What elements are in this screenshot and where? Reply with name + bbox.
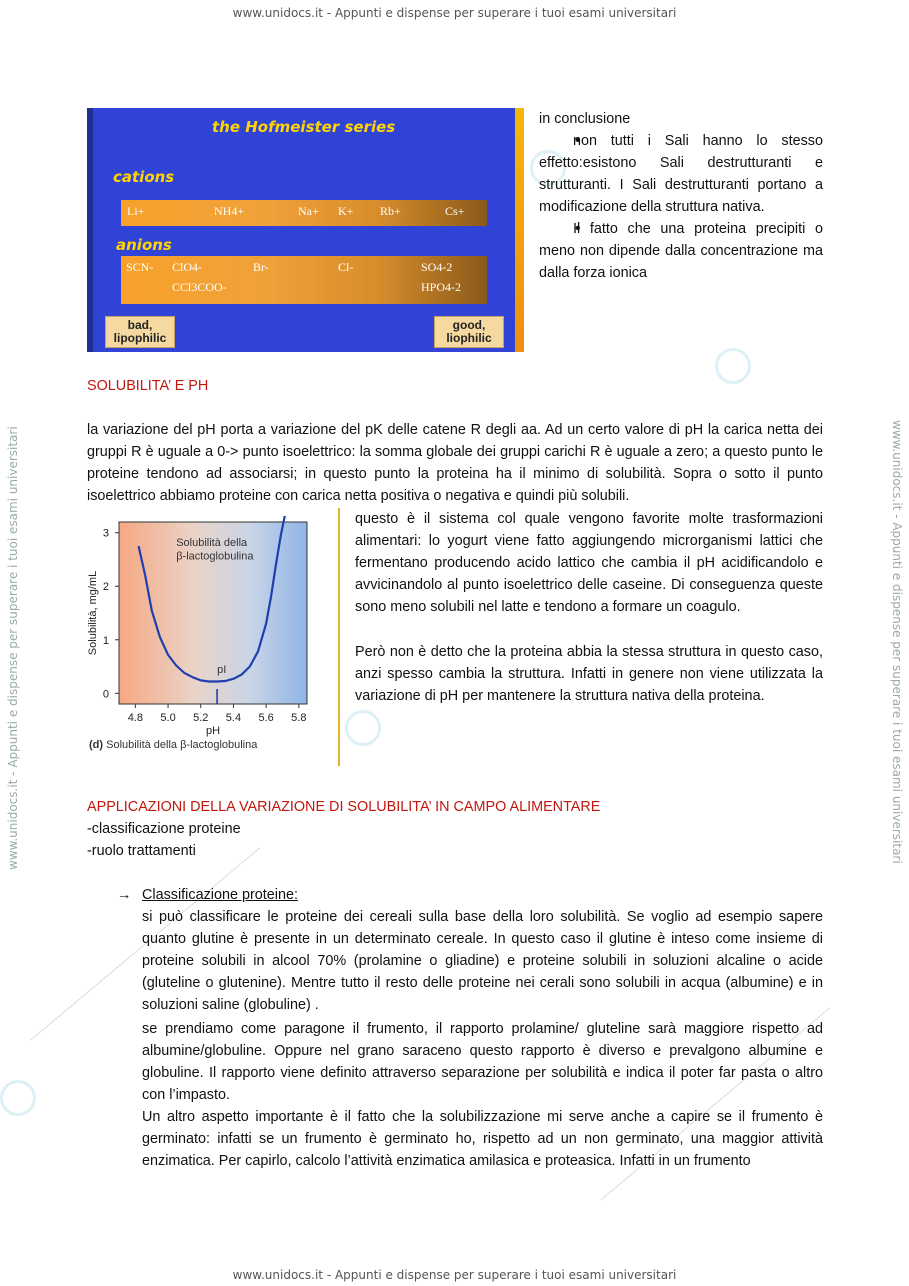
ion-anion: Cl- bbox=[338, 260, 354, 274]
watermark-header: www.unidocs.it - Appunti e dispense per superare i tuoi esami universitari bbox=[232, 6, 677, 20]
y-axis-label: Solubilità, mg/mL bbox=[87, 570, 99, 656]
y-tick-label: 1 bbox=[102, 634, 109, 647]
x-tick-label: 5.2 bbox=[193, 712, 209, 724]
x-tick-label: 5.8 bbox=[291, 712, 307, 724]
classification-paragraph-2: se prendiamo come paragone il frumento, il rapporto prolamine/ gluteline sarà maggiore rispetto ad albumine/globuline. Oppure nel grano saraceno questo rapporto è diverso e prevalgono albumine e globuline. Il rapporto viene definito attraverso separazione per solubilità e indica il poter far pasta o altro con l’impasto. bbox=[142, 1021, 823, 1103]
conclusion-list bbox=[539, 130, 823, 284]
x-axis-label: pH bbox=[205, 725, 221, 737]
chart-annotation: β-lactoglobulina bbox=[176, 550, 254, 563]
conclusion-intro: in conclusione bbox=[539, 111, 631, 127]
section-heading-solubility-ph: SOLUBILITA’ E PH bbox=[87, 378, 209, 394]
x-tick-label: 4.8 bbox=[127, 712, 143, 724]
y-tick-label: 2 bbox=[102, 581, 109, 594]
chart-caption-text: Solubilità della β-lactoglobulina bbox=[106, 739, 258, 751]
classification-paragraph-1: si può classificare le proteine dei cereali sulla base della loro solubilità. Se voglio ad esempio sapere quanto glutine è presente in un determinato cereale. In questo caso il glutine è inteso come insieme di proteine solubili in alcool 70% (prolamine o gliadine) e proteine solubili in soluzioni alcaline o acide (gluteline o glutenine). Mentre tutto il resto delle proteine nei cerali sono solubili in acqua (albumine) e in soluzioni saline (globuline) . bbox=[142, 909, 823, 1013]
classification-paragraph-3: Un altro aspetto importante è il fatto che la solubilizzazione mi serve anche a capire se il frumento è germinato: infatti se un frumento è germinato ho, rispetto ad un non germinato, una maggior attività enzimatica. Per capirlo, calcolo l’attività enzimatica amilasica e proteasica. Infatti in un frumento bbox=[142, 1109, 823, 1169]
chart-caption-prefix: (d) bbox=[89, 739, 107, 751]
sub-heading-classification: Classificazione proteine: bbox=[142, 887, 298, 903]
arrow-icon: → bbox=[117, 887, 132, 903]
bad-lipophilic-label: bad, lipophilic bbox=[105, 316, 175, 348]
figure-left-strip bbox=[87, 108, 93, 352]
watermark-footer: www.unidocs.it - Appunti e dispense per superare i tuoi esami universitari bbox=[232, 1268, 677, 1282]
x-tick-label: 5.4 bbox=[225, 712, 242, 724]
y-tick-label: 3 bbox=[102, 527, 109, 540]
ion-cation: Cs+ bbox=[445, 204, 465, 218]
cations-heading: cations bbox=[113, 168, 175, 186]
list-item: • Il fatto che una proteina precipiti o meno non dipende dalla concentrazione ma dalla forza ionica bbox=[539, 218, 823, 284]
ion-cation: Na+ bbox=[298, 204, 319, 218]
application-item: -ruolo trattamenti bbox=[87, 843, 196, 859]
ion-cation: Rb+ bbox=[380, 204, 401, 218]
section-paragraph: la variazione del pH porta a variazione del pK delle catene R degli aa. Ad un certo valore di pH la carica netta dei gruppi R è uguale a 0-> punto isoelettrico: la somma globale dei gruppi carichi R è uguale a zero; a questo punto le proteine tendono ad associarsi; in questo punto la proteina ha il minimo di solubilità. Sopra o sotto il punto isoelettrico abbiamo proteine con carica netta positiva o negativa e quindi più solubili. bbox=[87, 422, 823, 504]
chart-caption bbox=[89, 739, 258, 751]
section-heading-applications: APPLICAZIONI DELLA VARIAZIONE DI SOLUBILITA’ IN CAMPO ALIMENTARE bbox=[87, 799, 601, 815]
ion-anion: HPO4-2 bbox=[421, 280, 462, 294]
chart-divider bbox=[338, 508, 340, 766]
chart-annotation: pI bbox=[217, 663, 227, 676]
x-tick-label: 5.6 bbox=[258, 712, 274, 724]
watermark-logo-icon bbox=[0, 1080, 36, 1116]
ion-anion: ClO4- bbox=[172, 260, 202, 274]
watermark-logo-icon bbox=[345, 710, 381, 746]
chart-annotation: Solubilità della bbox=[176, 537, 248, 550]
chart-svg bbox=[87, 512, 341, 766]
good-liophilic-label: good, liophilic bbox=[434, 316, 504, 348]
list-item: • non tutti i Sali hanno lo stesso effetto:esistono Sali destrutturanti e strutturanti. I Sali destrutturanti portano a modificazione della struttura nativa. bbox=[539, 130, 823, 218]
x-tick-label: 5.0 bbox=[160, 712, 176, 724]
ion-anion: CCl3COO- bbox=[172, 280, 227, 294]
anions-heading: anions bbox=[116, 236, 172, 254]
hofmeister-figure bbox=[87, 108, 524, 352]
side-text: questo è il sistema col quale vengono favorite molte trasformazioni alimentari: lo yogurt viene fatto aggiungendo microrganismi lattici che fermentano producendo acido lattico che cambia il pH acidificandolo e avvicinandolo al punto isoelettrico delle caseine. Di conseguenza queste sono meno solubili nel latte e tendono a formare un coagulo. bbox=[355, 511, 823, 615]
watermark-side-right: www.unidocs.it - Appunti e dispense per superare i tuoi esami universitari bbox=[890, 420, 904, 864]
figure-right-edge bbox=[515, 108, 524, 352]
ion-anion: Br- bbox=[253, 260, 269, 274]
hofmeister-title: the Hofmeister series bbox=[212, 118, 396, 136]
solubility-chart bbox=[87, 512, 341, 766]
application-item: -classificazione proteine bbox=[87, 821, 241, 837]
y-tick-label: 0 bbox=[102, 688, 109, 701]
watermark-logo-icon bbox=[715, 348, 751, 384]
watermark-side-left: www.unidocs.it - Appunti e dispense per superare i tuoi esami universitari bbox=[6, 426, 20, 870]
ion-anion: SCN- bbox=[126, 260, 154, 274]
ion-cation: Li+ bbox=[127, 204, 145, 218]
ion-anion: SO4-2 bbox=[421, 260, 453, 274]
conclusion-block bbox=[539, 108, 823, 284]
ion-cation: NH4+ bbox=[214, 204, 245, 218]
side-text-2: Però non è detto che la proteina abbia la stessa struttura in questo caso, anzi spesso cambia la struttura. Infatti in genere non viene utilizzata la variazione di pH per mantenere la struttura nativa della proteina. bbox=[355, 644, 823, 704]
ion-cation: K+ bbox=[338, 204, 354, 218]
